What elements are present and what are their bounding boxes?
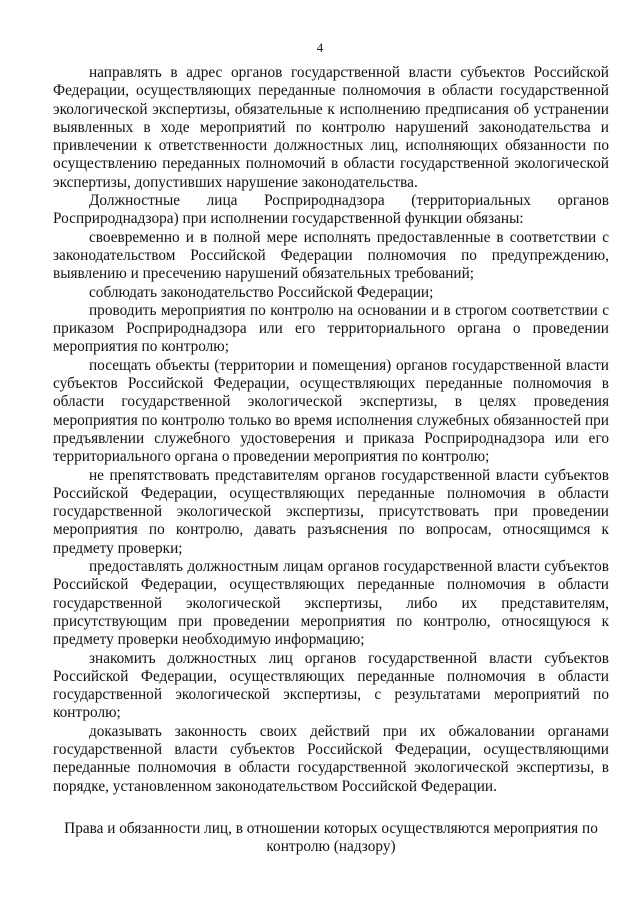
paragraph: посещать объекты (территории и помещения) органов государственной власти субъектов Российской Федерации, осуществляющих переданные полномочия в области государственной экологической экспертизы, в целях проведения мероприятия по контролю только во время исполнения служебных обязанностей при предъявлении служебного удостоверения и приказа Росприроднадзора или его территориального органа о проведении мероприятия по контролю;: [53, 356, 609, 466]
paragraph: знакомить должностных лиц органов государственной власти субъектов Российской Федерации, осуществляющих переданные полномочия в области государственной экологической экспертизы, с результатами мероприятий по контролю;: [53, 649, 609, 722]
paragraph: направлять в адрес органов государственной власти субъектов Российской Федерации, осуществляющих переданные полномочия в области государственной экологической экспертизы, обязательные к исполнению предписания об устранении выявленных в ходе мероприятий по контролю нарушений законодательства и привлечении к ответственности должностных лиц, исполняющих обязанности по осуществлению переданных полномочий в области государственной экологической экспертизы, допустивших нарушение законодательства.: [53, 64, 609, 191]
paragraph: соблюдать законодательство Российской Федерации;: [89, 283, 434, 301]
page-number: 4: [316, 40, 324, 55]
paragraph: не препятствовать представителям органов государственной власти субъектов Российской Федерации, осуществляющих переданные полномочия в области государственной экологической экспертизы, присутствовать при проведении мероприятия по контролю, давать разъяснения по вопросам, относящимся к предмету проверки;: [53, 466, 609, 557]
paragraph: Должностные лица Росприроднадзора (территориальных органов Росприроднадзора) при исполнении государственной функции обязаны:: [53, 192, 609, 228]
document-body: [53, 64, 609, 856]
paragraph: доказывать законность своих действий при их обжаловании органами государственной власти субъектов Российской Федерации, осуществляющими переданные полномочия в области государственной экологической экспертизы, в порядке, установленном законодательством Российской Федерации.: [53, 722, 609, 795]
paragraph: своевременно и в полной мере исполнять предоставленные в соответствии с законодательством Российской Федерации полномочия по предупреждению, выявлению и пресечению нарушений обязательных требований;: [53, 228, 609, 283]
paragraph: проводить мероприятия по контролю на основании и в строгом соответствии с приказом Росприроднадзора или его территориального органа о проведении мероприятия по контролю;: [53, 301, 609, 356]
paragraph: предоставлять должностным лицам органов государственной власти субъектов Российской Федерации, осуществляющих переданные полномочия в области государственной экологической экспертизы, либо их представителям, присутствующим при проведении мероприятия по контролю, относящуюся к предмету проверки необходимую информацию;: [53, 558, 609, 649]
section-heading: Права и обязанности лиц, в отношении которых осуществляются мероприятия по контролю (надзору): [64, 819, 598, 856]
